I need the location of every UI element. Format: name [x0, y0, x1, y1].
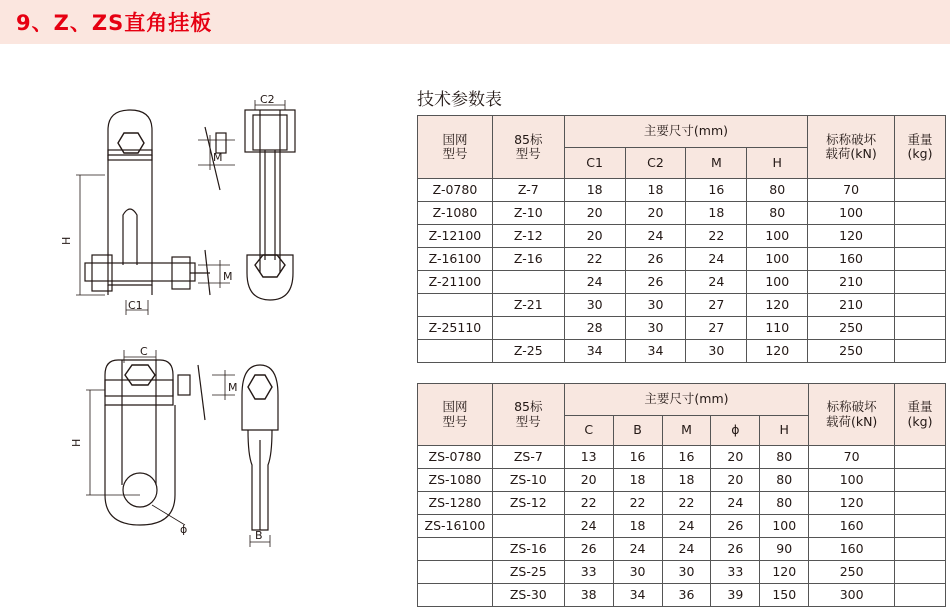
- table-cell: 80: [760, 469, 809, 492]
- table-cell: ZS-16: [492, 538, 564, 561]
- table-cell: ZS-12: [492, 492, 564, 515]
- col-main-dims: 主要尺寸(mm): [564, 384, 808, 416]
- table-cell: 90: [760, 538, 809, 561]
- table-cell: 26: [564, 538, 613, 561]
- table-cell: 33: [564, 561, 613, 584]
- table-cell: Z-12100: [418, 225, 493, 248]
- table-cell: 38: [564, 584, 613, 607]
- table-cell: [418, 538, 493, 561]
- page-title: 9、Z、ZS直角挂板: [16, 11, 213, 35]
- col-rated-load: 标称破坏 载荷(kN): [809, 384, 895, 446]
- table-cell: 30: [625, 317, 686, 340]
- table-cell: 100: [760, 515, 809, 538]
- col-model: 国网 型号: [418, 116, 493, 179]
- col-85-std: 85标 型号: [492, 116, 564, 179]
- table-cell: 100: [747, 248, 808, 271]
- table-cell: Z-21: [492, 294, 564, 317]
- table-cell: 160: [809, 515, 895, 538]
- table-cell: [895, 271, 946, 294]
- table-row: [418, 492, 946, 515]
- col-85-std: 85标 型号: [492, 384, 564, 446]
- z-m1-label: M: [213, 151, 223, 164]
- table-cell: [895, 469, 946, 492]
- table-row: [418, 294, 946, 317]
- z-front-view: [85, 110, 210, 295]
- col-c: C: [564, 416, 613, 446]
- table-cell: 24: [662, 515, 711, 538]
- table-row: [418, 179, 946, 202]
- table-cell: [895, 202, 946, 225]
- table-cell: 70: [808, 179, 895, 202]
- table-cell: 80: [760, 492, 809, 515]
- col-h: H: [760, 416, 809, 446]
- table-cell: 24: [662, 538, 711, 561]
- table-cell: 33: [711, 561, 760, 584]
- table-row: [418, 248, 946, 271]
- table-cell: 18: [613, 469, 662, 492]
- table-cell: [895, 492, 946, 515]
- table-cell: [895, 248, 946, 271]
- table-cell: [895, 340, 946, 363]
- table-cell: 18: [625, 179, 686, 202]
- table-cell: 120: [747, 294, 808, 317]
- table-cell: 18: [686, 202, 747, 225]
- table-cell: 30: [564, 294, 625, 317]
- table-cell: Z-10: [492, 202, 564, 225]
- table-cell: 24: [564, 515, 613, 538]
- col-b: B: [613, 416, 662, 446]
- table-cell: 16: [662, 446, 711, 469]
- table-cell: 24: [686, 248, 747, 271]
- table-row: [418, 202, 946, 225]
- table-cell: ZS-30: [492, 584, 564, 607]
- table-cell: Z-12: [492, 225, 564, 248]
- table-cell: 70: [809, 446, 895, 469]
- table-cell: 27: [686, 317, 747, 340]
- table-cell: [895, 515, 946, 538]
- table-row: [418, 271, 946, 294]
- table-cell: [895, 225, 946, 248]
- z-h-label: H: [60, 236, 73, 245]
- table-cell: 120: [808, 225, 895, 248]
- table-cell: [895, 294, 946, 317]
- table-cell: 20: [564, 469, 613, 492]
- table-cell: 120: [760, 561, 809, 584]
- table-cell: 27: [686, 294, 747, 317]
- table-cell: [418, 584, 493, 607]
- zs-c-label: C: [140, 345, 148, 358]
- table-cell: 24: [625, 225, 686, 248]
- table-cell: 250: [809, 561, 895, 584]
- table-cell: Z-1080: [418, 202, 493, 225]
- table-row: [418, 469, 946, 492]
- table-cell: 30: [686, 340, 747, 363]
- z-c2-label: C2: [260, 95, 275, 106]
- table-cell: 24: [564, 271, 625, 294]
- col-weight: 重量 (kg): [895, 116, 946, 179]
- table-cell: [895, 538, 946, 561]
- table-row: [418, 317, 946, 340]
- table-row: [418, 538, 946, 561]
- section-title: 技术参数表: [417, 90, 502, 110]
- table-row: [418, 584, 946, 607]
- table-row: [418, 340, 946, 363]
- z-side-view: [205, 110, 295, 300]
- technical-drawings: [60, 95, 400, 565]
- table-cell: 22: [662, 492, 711, 515]
- z-c1-label: C1: [128, 299, 143, 312]
- table-cell: Z-25: [492, 340, 564, 363]
- zs-spec-table: [417, 383, 946, 607]
- table-cell: 80: [747, 179, 808, 202]
- table-cell: [895, 446, 946, 469]
- table-cell: [418, 561, 493, 584]
- table-cell: 160: [809, 538, 895, 561]
- table-cell: 30: [613, 561, 662, 584]
- col-rated-load: 标称破坏 载荷(kN): [808, 116, 895, 179]
- col-m: M: [662, 416, 711, 446]
- col-m: M: [686, 148, 747, 179]
- col-c2: C2: [625, 148, 686, 179]
- table-cell: 150: [760, 584, 809, 607]
- table-cell: ZS-1080: [418, 469, 493, 492]
- table-cell: 160: [808, 248, 895, 271]
- table-cell: ZS-7: [492, 446, 564, 469]
- table-cell: 24: [613, 538, 662, 561]
- col-main-dims: 主要尺寸(mm): [564, 116, 807, 148]
- table-cell: ZS-25: [492, 561, 564, 584]
- table-cell: 18: [613, 515, 662, 538]
- table-cell: Z-16100: [418, 248, 493, 271]
- table-cell: 26: [625, 271, 686, 294]
- table-cell: 16: [686, 179, 747, 202]
- col-h: H: [747, 148, 808, 179]
- table-cell: 250: [808, 340, 895, 363]
- table-cell: [492, 271, 564, 294]
- col-c1: C1: [564, 148, 625, 179]
- z-spec-table: [417, 115, 946, 363]
- table-cell: [895, 317, 946, 340]
- table-cell: 210: [808, 294, 895, 317]
- table-cell: 20: [564, 225, 625, 248]
- col-weight: 重量 (kg): [895, 384, 946, 446]
- table-cell: 18: [564, 179, 625, 202]
- table-cell: 300: [809, 584, 895, 607]
- table-cell: 24: [686, 271, 747, 294]
- zs-h-label: H: [70, 438, 83, 447]
- table-cell: 80: [760, 446, 809, 469]
- table-cell: 24: [711, 492, 760, 515]
- zs-side-view: [242, 365, 278, 530]
- table-cell: [895, 561, 946, 584]
- table-cell: [492, 317, 564, 340]
- table-cell: 100: [747, 225, 808, 248]
- table-cell: 20: [711, 469, 760, 492]
- col-model: 国网 型号: [418, 384, 493, 446]
- table-cell: Z-7: [492, 179, 564, 202]
- table-cell: 18: [662, 469, 711, 492]
- table-cell: 250: [808, 317, 895, 340]
- table-cell: 20: [625, 202, 686, 225]
- table-cell: Z-16: [492, 248, 564, 271]
- table-cell: 28: [564, 317, 625, 340]
- table-cell: 26: [711, 515, 760, 538]
- table-cell: 80: [747, 202, 808, 225]
- table-cell: 100: [808, 202, 895, 225]
- table-cell: Z-21100: [418, 271, 493, 294]
- col-phi: ϕ: [711, 416, 760, 446]
- zs-m-label: M: [228, 381, 238, 394]
- z-m2-label: M: [223, 270, 233, 283]
- table-cell: [492, 515, 564, 538]
- table-cell: 22: [564, 248, 625, 271]
- table-cell: 34: [613, 584, 662, 607]
- table-cell: ZS-16100: [418, 515, 493, 538]
- table-cell: 100: [809, 469, 895, 492]
- table-row: [418, 515, 946, 538]
- table-row: [418, 561, 946, 584]
- table-cell: 34: [625, 340, 686, 363]
- table-cell: ZS-10: [492, 469, 564, 492]
- table-cell: 120: [809, 492, 895, 515]
- zs-b-label: B: [255, 529, 263, 542]
- table-cell: [895, 584, 946, 607]
- table-cell: 20: [564, 202, 625, 225]
- table-row: [418, 446, 946, 469]
- table-cell: 26: [711, 538, 760, 561]
- table-cell: Z-25110: [418, 317, 493, 340]
- table-cell: [418, 340, 493, 363]
- table-cell: 30: [662, 561, 711, 584]
- title-banner: [0, 0, 950, 44]
- table-cell: 210: [808, 271, 895, 294]
- table-cell: 110: [747, 317, 808, 340]
- table-cell: 26: [625, 248, 686, 271]
- table-cell: 39: [711, 584, 760, 607]
- table-cell: 120: [747, 340, 808, 363]
- table-cell: 22: [613, 492, 662, 515]
- table-cell: Z-0780: [418, 179, 493, 202]
- table-cell: 22: [686, 225, 747, 248]
- table-cell: ZS-0780: [418, 446, 493, 469]
- table-cell: 30: [625, 294, 686, 317]
- table-cell: 34: [564, 340, 625, 363]
- table-cell: 22: [564, 492, 613, 515]
- zs-phi-label: ϕ: [180, 523, 188, 536]
- table-row: [418, 225, 946, 248]
- table-cell: [418, 294, 493, 317]
- table-cell: 13: [564, 446, 613, 469]
- table-cell: ZS-1280: [418, 492, 493, 515]
- zs-front-view: [105, 360, 205, 525]
- table-cell: 16: [613, 446, 662, 469]
- table-cell: 20: [711, 446, 760, 469]
- table-cell: [895, 179, 946, 202]
- table-cell: 100: [747, 271, 808, 294]
- table-cell: 36: [662, 584, 711, 607]
